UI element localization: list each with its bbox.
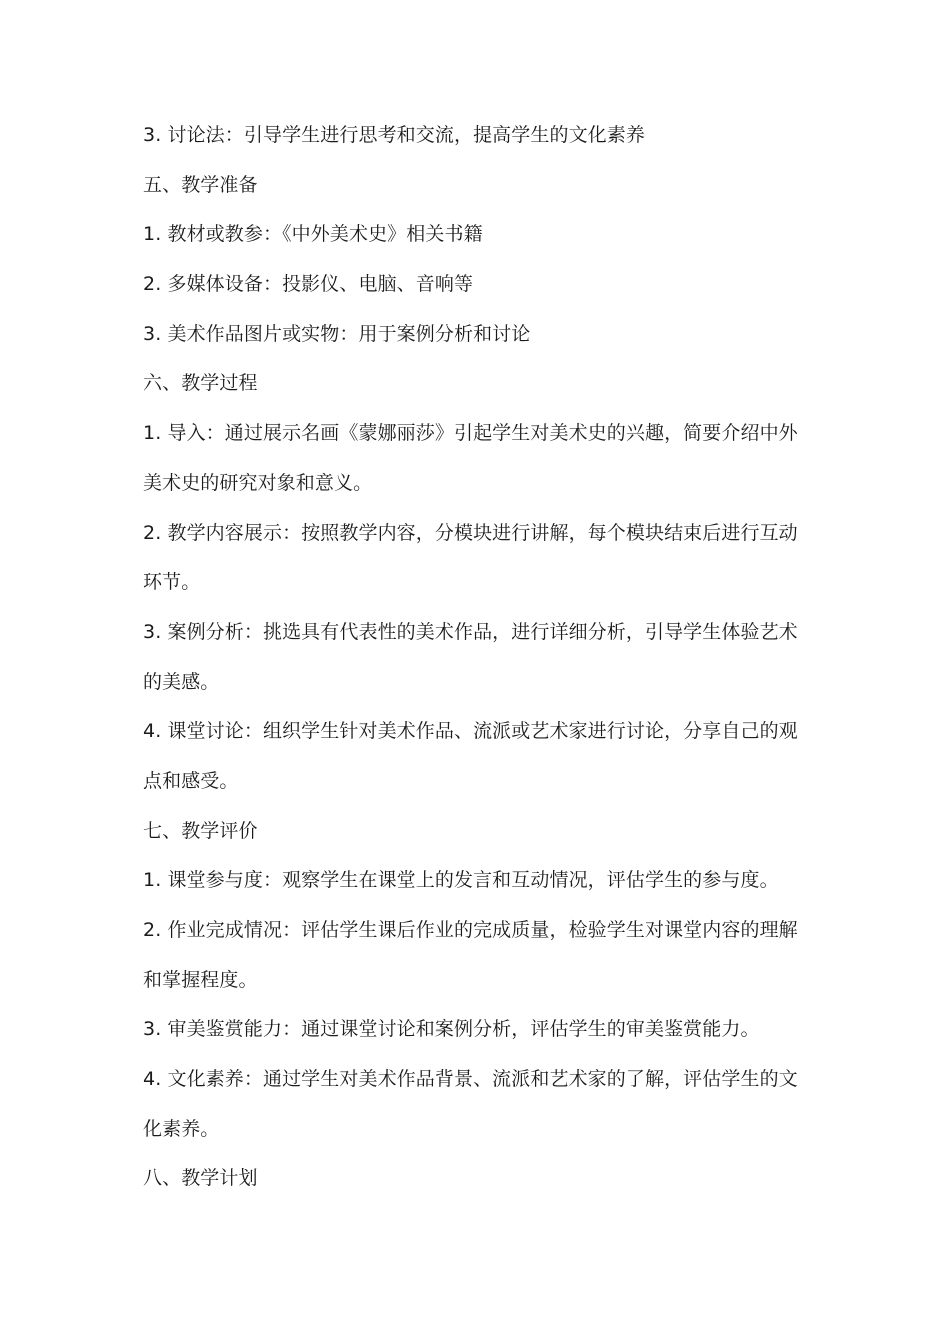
process-item-case: 3. 案例分析：挑选具有代表性的美术作品，进行详细分析，引导学生体验艺术 <box>143 620 798 643</box>
method-discussion: 3. 讨论法：引导学生进行思考和交流，提高学生的文化素养 <box>143 124 645 146</box>
prep-item-textbook: 1. 教材或教参：《中外美术史》相关书籍 <box>143 223 483 246</box>
eval-item-culture: 4. 文化素养：通过学生对美术作品背景、流派和艺术家的了解，评估学生的文 <box>143 1068 798 1091</box>
eval-item-homework-cont: 和掌握程度。 <box>143 968 258 991</box>
section-heading-plan: 八、教学计划 <box>143 1167 258 1190</box>
document-page <box>143 111 813 1204</box>
prep-item-multimedia: 2. 多媒体设备：投影仪、电脑、音响等 <box>143 273 474 296</box>
section-heading-preparation: 五、教学准备 <box>143 173 258 196</box>
process-item-discussion: 4. 课堂讨论：组织学生针对美术作品、流派或艺术家进行讨论，分享自己的观 <box>143 720 798 743</box>
process-item-content-cont: 环节。 <box>143 571 201 594</box>
eval-item-participation: 1. 课堂参与度：观察学生在课堂上的发言和互动情况，评估学生的参与度。 <box>143 869 779 892</box>
section-heading-evaluation: 七、教学评价 <box>143 819 258 842</box>
prep-item-artworks: 3. 美术作品图片或实物：用于案例分析和讨论 <box>143 322 531 345</box>
process-item-intro: 1. 导入：通过展示名画《蒙娜丽莎》引起学生对美术史的兴趣，简要介绍中外 <box>143 422 798 445</box>
section-heading-process: 六、教学过程 <box>143 372 258 395</box>
process-item-case-cont: 的美感。 <box>143 670 220 693</box>
eval-item-aesthetic: 3. 审美鉴赏能力：通过课堂讨论和案例分析，评估学生的审美鉴赏能力。 <box>143 1018 760 1041</box>
eval-item-homework: 2. 作业完成情况：评估学生课后作业的完成质量，检验学生对课堂内容的理解 <box>143 919 798 941</box>
eval-item-culture-cont: 化素养。 <box>143 1117 220 1140</box>
process-item-intro-cont: 美术史的研究对象和意义。 <box>143 471 373 494</box>
process-item-discussion-cont: 点和感受。 <box>143 769 239 792</box>
process-item-content: 2. 教学内容展示：按照教学内容，分模块进行讲解，每个模块结束后进行互动 <box>143 521 798 544</box>
